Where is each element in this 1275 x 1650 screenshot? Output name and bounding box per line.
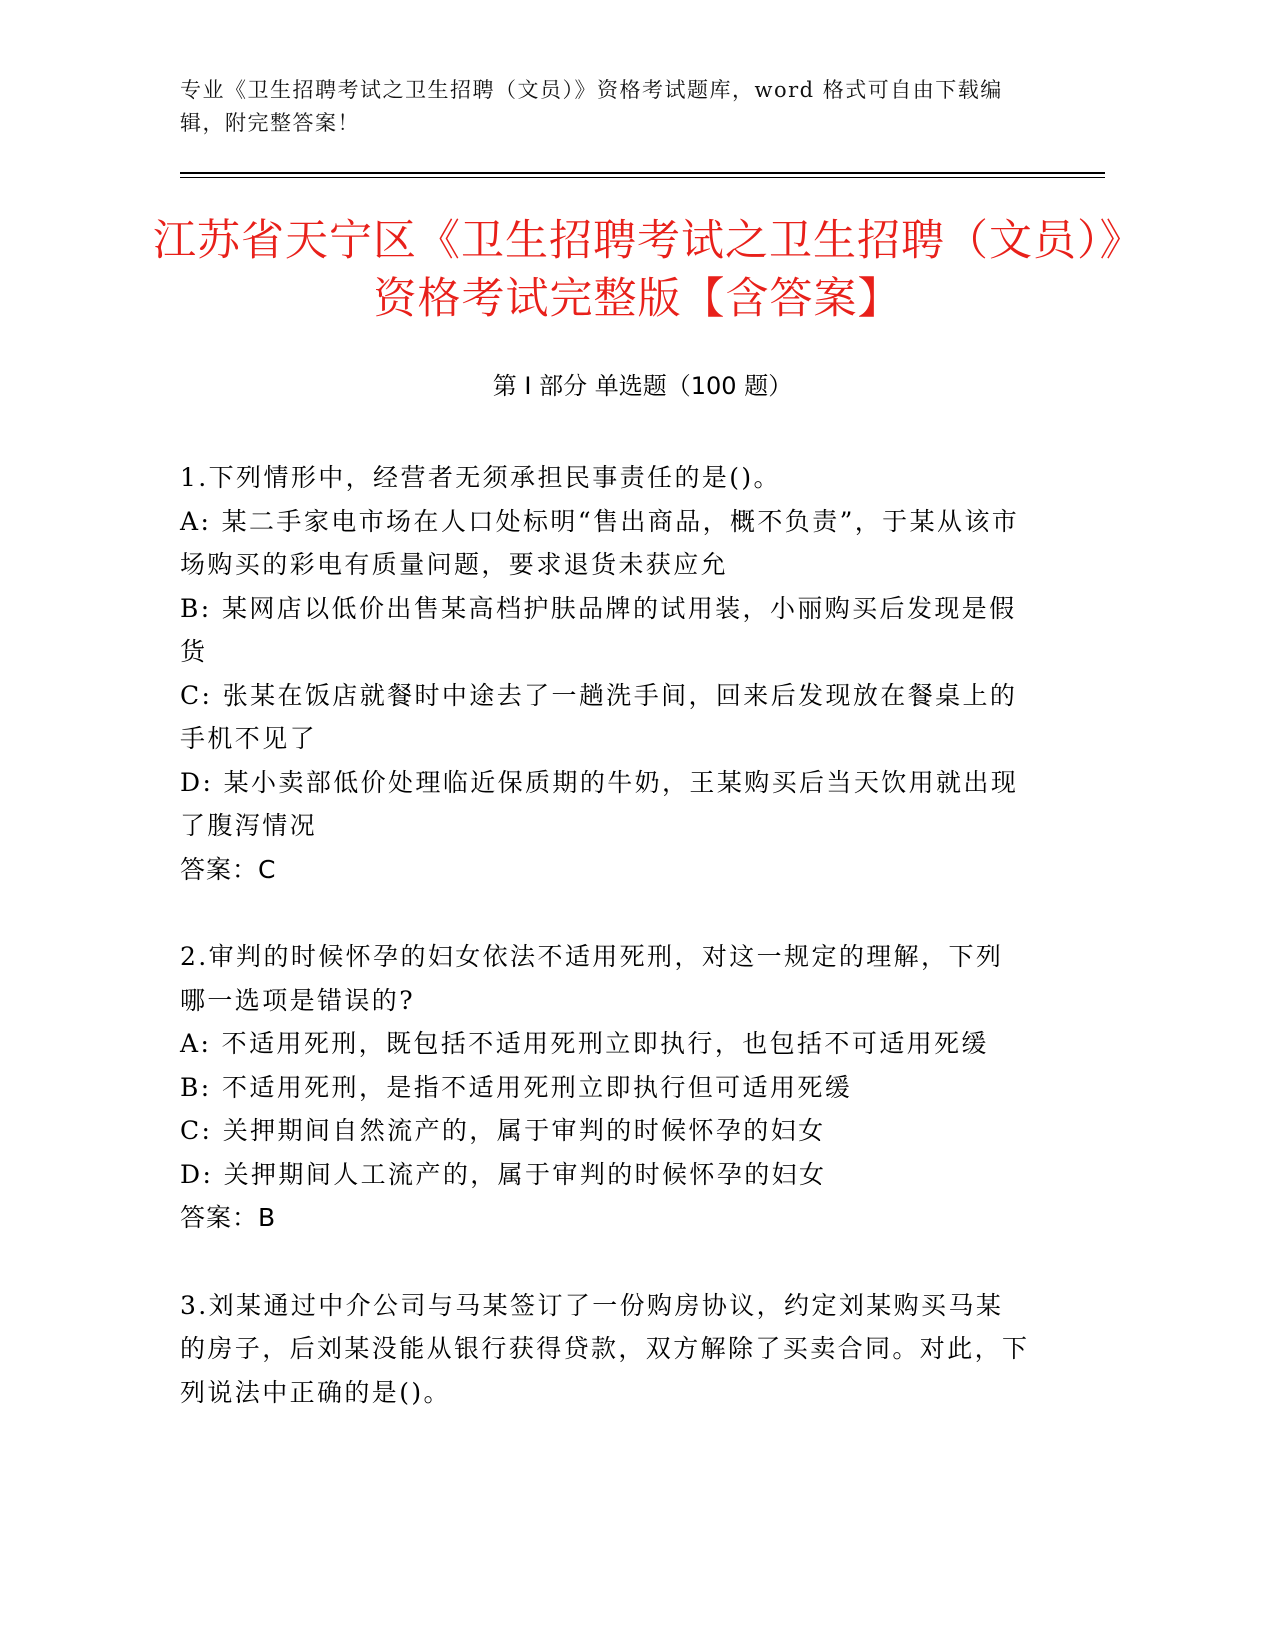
option-d: D: 关押期间人工流产的，属于审判的时候怀孕的妇女 bbox=[180, 1159, 827, 1189]
document-title: 江苏省天宁区《卫生招聘考试之卫生招聘（文员）》资格考试完整版【含答案】 bbox=[153, 216, 1122, 324]
question-3 bbox=[180, 1284, 1030, 1415]
option-c: C: 张某在饭店就餐时中途去了一趟洗手间，回来后发现放在餐桌上的手机不见了 bbox=[180, 680, 1018, 753]
answer: 答案：B bbox=[180, 1203, 277, 1232]
option-a: A: 不适用死刑，既包括不适用死刑立即执行，也包括不可适用死缓 bbox=[180, 1029, 989, 1058]
section-title: 第 I 部分 单选题（100 题） bbox=[492, 372, 793, 400]
question-list bbox=[180, 456, 1030, 1458]
option-a: A: 某二手家电市场在人口处标明“售出商品，概不负责”，于某从该市场购买的彩电有质量问题，要求退货未获应允 bbox=[180, 506, 1020, 579]
answer: 答案：C bbox=[180, 854, 277, 884]
header-divider-thin bbox=[180, 177, 1105, 178]
option-c: C: 关押期间自然流产的，属于审判的时候怀孕的妇女 bbox=[180, 1116, 826, 1145]
question-text: 1.下列情形中，经营者无须承担民事责任的是()。 bbox=[180, 463, 781, 492]
option-d: D: 某小卖部低价处理临近保质期的牛奶，王某购买后当天饮用就出现了腹泻情况 bbox=[180, 767, 1019, 840]
header-divider-thick bbox=[180, 172, 1105, 174]
question-text: 3.刘某通过中介公司与马某签订了一份购房协议，约定刘某购买马某的房子，后刘某没能从银行获得贷款，双方解除了买卖合同。对此，下列说法中正确的是()。 bbox=[180, 1290, 1030, 1407]
option-b: B: 不适用死刑，是指不适用死刑立即执行但可适用死缓 bbox=[180, 1072, 853, 1102]
option-b: B: 某网店以低价出售某高档护肤品牌的试用装，小丽购买后发现是假货 bbox=[180, 593, 1017, 666]
question-1 bbox=[180, 456, 1030, 891]
question-2 bbox=[180, 935, 1030, 1240]
header-note: 专业《卫生招聘考试之卫生招聘（文员）》资格考试题库，word 格式可自由下载编辑，附完整答案！ bbox=[180, 78, 1003, 135]
question-text: 2.审判的时候怀孕的妇女依法不适用死刑，对这一规定的理解，下列哪一选项是错误的? bbox=[180, 942, 1004, 1015]
